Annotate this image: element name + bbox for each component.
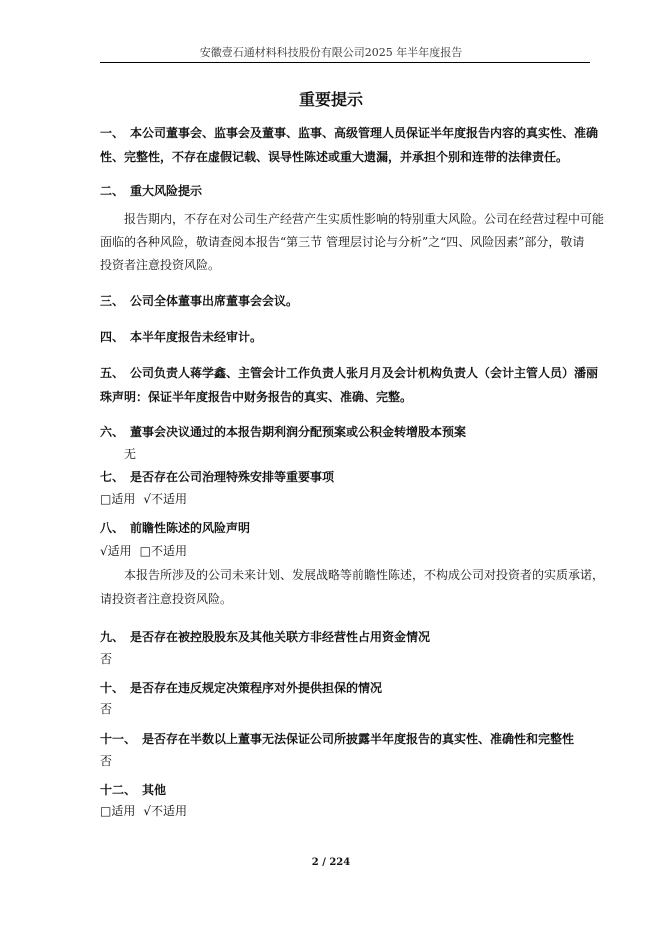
section-5-number: 五、: [100, 366, 125, 380]
section-8-line-1: 本报告所涉及的公司未来计划、发展战略等前瞻性陈述，不构成公司对投资者的实质承诺，: [124, 568, 605, 582]
section-9-heading-row: [100, 628, 590, 645]
section-3-number: 三、: [100, 294, 125, 308]
section-8-heading-row: [100, 519, 590, 536]
section-12-option-not-applicable: √不适用: [143, 804, 187, 818]
section-2-line-1: 报告期内，不存在对公司生产经营产生实质性影响的特别重大风险。公司在经营过程中可能: [124, 212, 605, 226]
section-11-heading: 是否存在半数以上董事无法保证公司所披露半年度报告的真实性、准确性和完整性: [142, 732, 575, 746]
section-10-heading: 是否存在违反规定决策程序对外提供担保的情况: [130, 681, 383, 695]
section-3-text: 公司全体董事出席董事会会议。: [130, 294, 299, 308]
page-number: 2 / 224: [311, 857, 351, 868]
section-4-text: 本半年度报告未经审计。: [130, 330, 263, 344]
section-7-number: 七、: [100, 470, 125, 484]
section-2-line-3: 投资者注意投资风险。: [100, 258, 221, 272]
section-2-heading: 重大风险提示: [130, 184, 203, 198]
section-11-answer: 否: [100, 754, 113, 768]
section-4: [100, 328, 590, 345]
section-7-heading-row: [100, 468, 590, 485]
section-7-options: [100, 490, 590, 507]
section-1-number: 一、: [100, 126, 125, 140]
section-11-heading-row: [100, 730, 590, 747]
section-6-heading-row: [100, 423, 590, 440]
section-12-heading-row: [100, 781, 590, 798]
section-11-number: 十一、: [100, 732, 137, 746]
section-6-number: 六、: [100, 425, 125, 439]
section-8-number: 八、: [100, 521, 125, 535]
section-3: [100, 292, 590, 309]
section-7-heading: 是否存在公司治理特殊安排等重要事项: [130, 470, 335, 484]
section-10-answer: 否: [100, 702, 113, 716]
section-1: [100, 124, 599, 141]
section-8-options: [100, 542, 590, 559]
section-8-option-applicable: √适用: [100, 544, 132, 558]
section-12-option-applicable: □适用: [100, 804, 136, 818]
header-divider: [100, 62, 590, 63]
section-4-number: 四、: [100, 330, 125, 344]
section-1-line-2: 性、完整性，不存在虚假记载、误导性陈述或重大遗漏，并承担个别和连带的法律责任。: [100, 150, 569, 164]
section-6-answer: 无: [124, 447, 137, 461]
section-12-options: [100, 802, 590, 819]
section-2-number: 二、: [100, 184, 125, 198]
page-title: 重要提示: [298, 90, 363, 109]
section-9-answer: 否: [100, 652, 113, 666]
section-10-heading-row: [100, 679, 590, 696]
section-10-number: 十、: [100, 681, 125, 695]
section-5-line-2: 珠声明：保证半年度报告中财务报告的真实、准确、完整。: [100, 390, 413, 404]
section-9-number: 九、: [100, 630, 125, 644]
section-12-number: 十二、: [100, 783, 137, 797]
section-1-line-1: 本公司董事会、监事会及董事、监事、高级管理人员保证半年度报告内容的真实性、准确: [130, 126, 599, 140]
section-7-option-applicable: □适用: [100, 492, 136, 506]
section-6-heading: 董事会决议通过的本报告期利润分配预案或公积金转增股本预案: [130, 425, 467, 439]
section-5-line-1: 公司负责人蒋学鑫、主管会计工作负责人张月月及会计机构负责人（会计主管人员）潘丽: [130, 366, 599, 380]
section-8-option-not-applicable: □不适用: [139, 544, 187, 558]
running-header: 安徽壹石通材料科技股份有限公司2025 年半年度报告: [199, 46, 463, 59]
section-8-heading: 前瞻性陈述的风险声明: [130, 521, 251, 535]
section-2-line-2: 面临的各种风险，敬请查阅本报告“第三节 管理层讨论与分析”之“四、风险因素”部分，敬请: [100, 235, 585, 249]
section-5: [100, 364, 599, 381]
section-12-heading: 其他: [142, 783, 167, 797]
section-8-line-2: 请投资者注意投资风险。: [100, 592, 233, 606]
section-9-heading: 是否存在被控股股东及其他关联方非经营性占用资金情况: [130, 630, 431, 644]
section-7-option-not-applicable: √不适用: [143, 492, 187, 506]
section-2-heading-row: [100, 182, 590, 199]
